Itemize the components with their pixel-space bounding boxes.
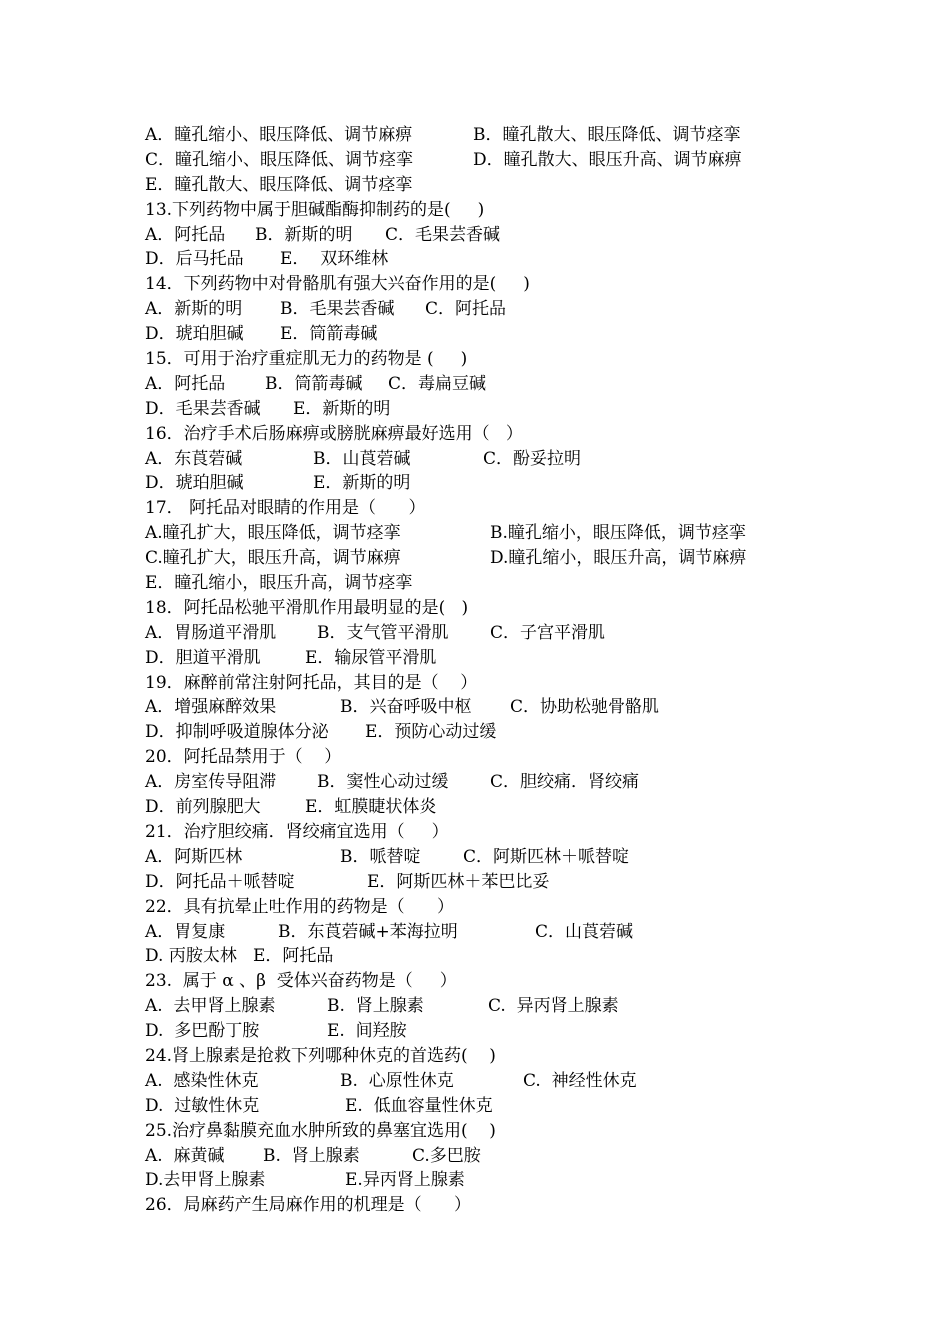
text-line xyxy=(145,1119,825,1144)
answer-option: D．阿托品＋哌替啶 xyxy=(145,871,295,892)
answer-option: A．阿托品 xyxy=(145,224,226,245)
text-line xyxy=(145,173,825,198)
question-stem: 21．治疗胆绞痛．肾绞痛宜选用（ ） xyxy=(145,821,449,842)
text-line xyxy=(145,397,825,422)
answer-option: B. 肾上腺素 xyxy=(263,1145,360,1166)
text-line xyxy=(145,745,825,770)
answer-option: D. 多巴酚丁胺 xyxy=(145,1021,260,1042)
answer-option: D. 丙胺太林 xyxy=(145,946,237,967)
answer-option: C．胆绞痛．肾绞痛 xyxy=(490,772,640,793)
answer-option: A．房室传导阻滞 xyxy=(145,772,277,793)
text-line xyxy=(145,1019,825,1044)
question-stem: 14．下列药物中对骨骼肌有强大兴奋作用的是( ) xyxy=(145,274,530,295)
answer-option: D.瞳孔缩小，眼压升高，调节麻痹 xyxy=(490,548,747,569)
answer-option: B．筒箭毒碱 xyxy=(265,373,363,394)
answer-option: E．虹膜睫状体炎 xyxy=(305,797,437,818)
answer-option: D．琥珀胆碱 xyxy=(145,324,244,345)
text-line xyxy=(145,944,825,969)
answer-option: B．毛果芸香碱 xyxy=(280,299,395,320)
answer-option: E．阿托品 xyxy=(253,946,334,967)
answer-option: D．胆道平滑肌 xyxy=(145,647,261,668)
answer-option: A．新斯的明 xyxy=(145,299,243,320)
text-line xyxy=(145,596,825,621)
question-stem: 23. 属于 α 、β 受体兴奋药物是（ ） xyxy=(145,971,457,992)
answer-option: A．胃复康 xyxy=(145,921,226,942)
text-line xyxy=(145,895,825,920)
answer-option: E.异丙肾上腺素 xyxy=(345,1170,465,1191)
text-line xyxy=(145,969,825,994)
text-line xyxy=(145,471,825,496)
text-line xyxy=(145,521,825,546)
text-line xyxy=(145,795,825,820)
text-line xyxy=(145,546,825,571)
text-line xyxy=(145,646,825,671)
answer-option: B．哌替啶 xyxy=(340,846,421,867)
answer-option: B. 心原性休克 xyxy=(340,1070,454,1091)
text-line xyxy=(145,1044,825,1069)
answer-option: C．毒扁豆碱 xyxy=(388,373,487,394)
text-line xyxy=(145,322,825,347)
text-line xyxy=(145,671,825,696)
answer-option: C.瞳孔扩大，眼压升高，调节麻痹 xyxy=(145,548,401,569)
answer-option: B．瞳孔散大、眼压降低、调节痉挛 xyxy=(473,125,741,145)
question-stem: 24.肾上腺素是抢救下列哪种休克的首选药( ) xyxy=(145,1045,496,1066)
text-line xyxy=(145,198,825,223)
answer-option: B．东莨菪碱+苯海拉明 xyxy=(278,921,458,942)
text-line xyxy=(145,272,825,297)
answer-option: D．瞳孔散大、眼压升高、调节麻痹 xyxy=(473,149,742,170)
text-line xyxy=(145,223,825,248)
question-stem: 25.治疗鼻黏膜充血水肿所致的鼻塞宜选用( ) xyxy=(145,1120,496,1141)
question-stem: 22．具有抗晕止吐作用的药物是（ ） xyxy=(145,896,455,917)
text-line xyxy=(145,1094,825,1119)
text-line xyxy=(145,247,825,272)
text-line xyxy=(145,770,825,795)
question-stem: 20．阿托品禁用于（ ） xyxy=(145,747,342,768)
answer-option: A．东莨菪碱 xyxy=(145,448,243,469)
answer-option: B．山莨菪碱 xyxy=(313,448,411,469)
question-stem: E．瞳孔散大、眼压降低、调节痉挛 xyxy=(145,174,413,195)
answer-option: C．山莨菪碱 xyxy=(535,921,634,942)
text-line xyxy=(145,720,825,745)
text-line xyxy=(145,422,825,447)
text-line xyxy=(145,496,825,521)
question-stem: 17． 阿托品对眼睛的作用是（ ） xyxy=(145,498,426,519)
text-line xyxy=(145,1193,825,1218)
text-line xyxy=(145,920,825,945)
answer-option: C. 异丙肾上腺素 xyxy=(488,996,619,1017)
answer-option: D. 过敏性休克 xyxy=(145,1095,260,1116)
answer-option: C.多巴胺 xyxy=(412,1145,481,1166)
text-line xyxy=(145,820,825,845)
answer-option: C. 神经性休克 xyxy=(523,1070,637,1091)
answer-option: D．前列腺肥大 xyxy=(145,797,261,818)
answer-option: B．支气管平滑肌 xyxy=(317,622,449,643)
text-line xyxy=(145,870,825,895)
question-stem: 26．局麻药产生局麻作用的机理是（ ） xyxy=(145,1195,472,1216)
answer-option: D．抑制呼吸道腺体分泌 xyxy=(145,722,329,743)
text-line xyxy=(145,1069,825,1094)
question-stem: 18．阿托品松驰平滑肌作用最明显的是( ) xyxy=(145,597,469,618)
answer-option: C．子宫平滑肌 xyxy=(490,622,606,643)
text-line xyxy=(145,148,825,173)
answer-option: E． 双环维林 xyxy=(280,249,389,270)
answer-option: E．预防心动过缓 xyxy=(365,722,497,743)
question-stem: E．瞳孔缩小，眼压升高，调节痉挛 xyxy=(145,573,413,594)
text-line xyxy=(145,123,825,148)
answer-option: C．瞳孔缩小、眼压降低、调节痉挛 xyxy=(145,149,414,170)
answer-option: C．毛果芸香碱 xyxy=(385,224,501,245)
answer-option: E. 低血容量性休克 xyxy=(345,1095,493,1116)
answer-option: E．输尿管平滑肌 xyxy=(305,647,437,668)
answer-option: A．阿托品 xyxy=(145,373,226,394)
answer-option: B．兴奋呼吸中枢 xyxy=(340,697,472,718)
answer-option: C．阿托品 xyxy=(425,299,507,320)
text-line xyxy=(145,1168,825,1193)
question-text-block xyxy=(145,123,825,1218)
text-line xyxy=(145,1144,825,1169)
answer-option: D．后马托品 xyxy=(145,249,244,270)
answer-option: C．阿斯匹林＋哌替啶 xyxy=(463,846,630,867)
answer-option: D．毛果芸香碱 xyxy=(145,398,261,419)
answer-option: A.瞳孔扩大，眼压降低，调节痉挛 xyxy=(145,523,401,544)
text-line xyxy=(145,845,825,870)
text-line xyxy=(145,347,825,372)
answer-option: B．窦性心动过缓 xyxy=(317,772,449,793)
question-stem: 19．麻醉前常注射阿托品，其目的是（ ） xyxy=(145,672,478,693)
answer-option: A. 感染性休克 xyxy=(145,1070,259,1091)
text-line xyxy=(145,695,825,720)
answer-option: A．瞳孔缩小、眼压降低、调节麻痹 xyxy=(145,125,413,145)
answer-option: A. 麻黄碱 xyxy=(145,1145,225,1166)
answer-option: B．新斯的明 xyxy=(255,224,353,245)
answer-option: B.瞳孔缩小，眼压降低，调节痉挛 xyxy=(490,523,746,544)
question-stem: 13.下列药物中属于胆碱酯酶抑制药的是( ) xyxy=(145,199,485,220)
answer-option: D.去甲肾上腺素 xyxy=(145,1170,266,1191)
question-stem: 15．可用于治疗重症肌无力的药物是 ( ) xyxy=(145,349,468,370)
text-line xyxy=(145,571,825,596)
text-line xyxy=(145,994,825,1019)
answer-option: E．阿斯匹林＋苯巴比妥 xyxy=(367,871,550,892)
text-line xyxy=(145,372,825,397)
text-line xyxy=(145,621,825,646)
answer-option: D．琥珀胆碱 xyxy=(145,473,244,494)
answer-option: A．胃肠道平滑肌 xyxy=(145,622,277,643)
answer-option: A. 去甲肾上腺素 xyxy=(145,996,276,1017)
answer-option: C．协助松驰骨骼肌 xyxy=(510,697,660,718)
answer-option: C．酚妥拉明 xyxy=(483,448,582,469)
answer-option: A．增强麻醉效果 xyxy=(145,697,277,718)
answer-option: B. 肾上腺素 xyxy=(327,996,424,1017)
answer-option: E．筒箭毒碱 xyxy=(280,324,378,345)
text-line xyxy=(145,297,825,322)
answer-option: A．阿斯匹林 xyxy=(145,846,243,867)
answer-option: E．新斯的明 xyxy=(293,398,391,419)
answer-option: E. 间羟胺 xyxy=(327,1021,407,1042)
answer-option: E．新斯的明 xyxy=(313,473,411,494)
text-line xyxy=(145,447,825,472)
question-stem: 16．治疗手术后肠麻痹或膀胱麻痹最好选用（ ） xyxy=(145,423,523,444)
